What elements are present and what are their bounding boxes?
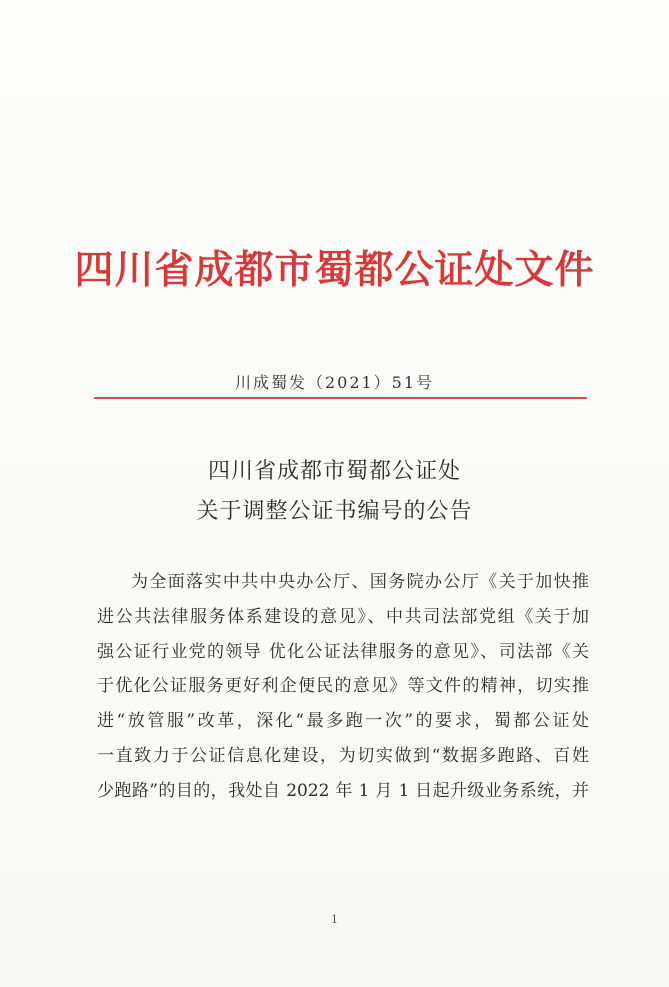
document-number: 川成蜀发（2021）51号 [234,373,435,392]
notice-title-line-1: 四川省成都市蜀都公证处 [207,459,461,484]
body-line: 强公证行业党的领导 优化公证法律服务的意见》、司法部《关 [97,641,589,662]
notice-body [97,565,589,809]
page-number: 1 [331,913,338,926]
notice-title-line-2: 关于调整公证书编号的公告 [196,499,473,524]
red-divider-rule [94,397,587,399]
body-line: 于优化公证服务更好利企便民的意见》等文件的精神，切实推 [97,676,589,697]
body-line: 为全面落实中共中央办公厅、国务院办公厅《关于加快推 [131,572,589,592]
body-line: 进公共法律服务体系建设的意见》、中共司法部党组《关于加 [97,606,589,627]
issuer-header: 四川省成都市蜀都公证处文件 [74,248,595,293]
body-line: 一直致力于公证信息化建设，为切实做到“数据多跑路、百姓 [97,745,589,766]
body-line: 少跑路”的目的，我处自 2022 年 1 月 1 日起升级业务系统，并 [97,780,589,801]
body-line: 进“放管服”改革，深化“最多跑一次”的要求，蜀都公证处 [97,711,589,732]
notice-title [0,452,669,532]
